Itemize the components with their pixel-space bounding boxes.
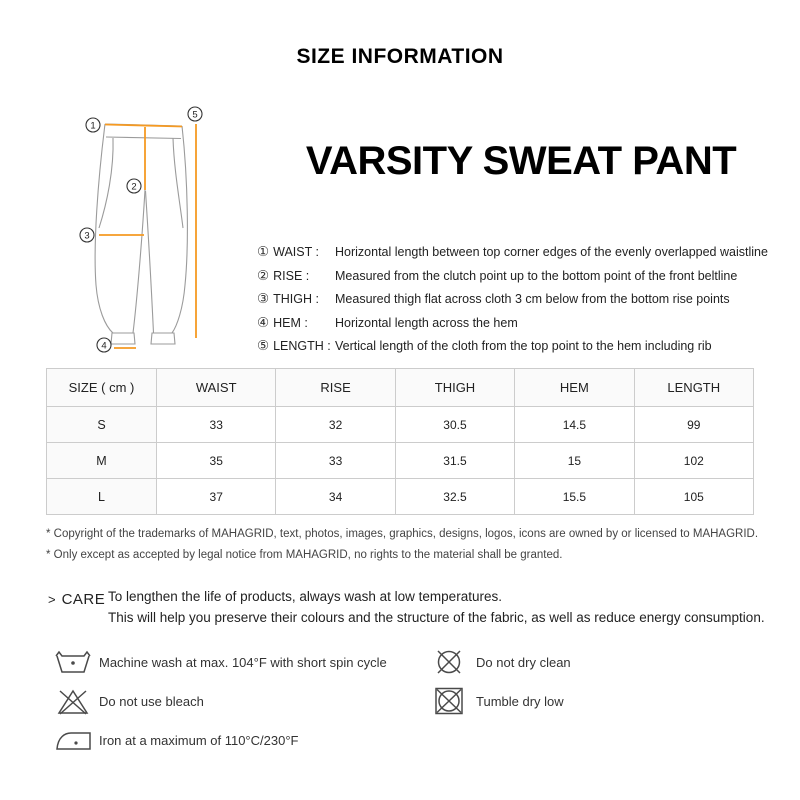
value-cell: 15.5: [515, 479, 634, 515]
table-row-l: [47, 479, 754, 515]
size-table-header-row: [47, 369, 754, 407]
value-cell: 37: [157, 479, 276, 515]
table-row-s: [47, 407, 754, 443]
value-cell: 15: [515, 443, 634, 479]
circled-number-icon: ⑤: [257, 338, 270, 353]
circled-number-icon: ①: [257, 244, 270, 259]
value-cell: 32.5: [395, 479, 514, 515]
size-cell: S: [47, 407, 157, 443]
measurement-note-length: [257, 338, 762, 354]
value-cell: 33: [276, 443, 395, 479]
care-item-label: Do not dry clean: [476, 654, 571, 670]
care-instructions-right: [432, 646, 571, 724]
measurement-note-waist: [257, 244, 768, 260]
marker-rise: [127, 179, 141, 193]
measure-label: LENGTH :: [273, 339, 331, 353]
value-cell: 102: [634, 443, 753, 479]
care-item-iron: [55, 724, 387, 756]
rights-line: * Only except as accepted by legal notice from MAHAGRID, no rights to the material shall be granted.: [46, 549, 563, 561]
circled-number-icon: ③: [257, 291, 270, 306]
measure-description: Vertical length of the cloth from the top point to the hem including rib: [335, 339, 712, 353]
measure-label: RISE :: [273, 268, 310, 283]
measurement-note-thigh: [257, 291, 762, 307]
iron-icon: [55, 727, 93, 753]
measure-label: WAIST :: [273, 245, 319, 259]
col-header-length: LENGTH: [634, 369, 753, 407]
svg-text:3: 3: [84, 230, 90, 242]
value-cell: 31.5: [395, 443, 514, 479]
legal-notes: [46, 528, 758, 570]
svg-text:1: 1: [90, 120, 96, 132]
product-title: VARSITY SWEAT PANT: [305, 139, 737, 183]
tumble-dry-low-icon: [432, 686, 470, 716]
value-cell: 35: [157, 443, 276, 479]
pants-outline: [95, 124, 187, 344]
care-item-label: Machine wash at max. 104°F with short spin cycle: [99, 654, 387, 670]
do-not-dry-clean-icon: [432, 647, 470, 677]
measure-description: Horizontal length between top corner edges of the evenly overlapped waistline: [335, 245, 768, 259]
care-item-label: Iron at a maximum of 110°C/230°F: [99, 732, 299, 748]
value-cell: 30.5: [395, 407, 514, 443]
machine-wash-icon: [55, 647, 93, 677]
col-header-hem: HEM: [515, 369, 634, 407]
size-cell: L: [47, 479, 157, 515]
marker-waist: [86, 118, 100, 132]
marker-length: [188, 107, 202, 121]
marker-hem: [97, 338, 111, 352]
chevron-right-icon: >: [48, 592, 56, 607]
measurement-notes: [257, 244, 768, 362]
circled-number-icon: ④: [257, 314, 270, 330]
copyright-line: * Copyright of the trademarks of MAHAGRID, text, photos, images, graphics, designs, logos, icons are owned by or licensed to MAHAGRID.: [46, 528, 759, 540]
col-header-size: SIZE ( cm ): [47, 369, 157, 407]
page-title: SIZE INFORMATION: [296, 45, 504, 68]
do-not-bleach-icon: [55, 686, 93, 716]
marker-thigh: [80, 228, 94, 242]
value-cell: 105: [634, 479, 753, 515]
pants-measurement-diagram: [60, 95, 220, 360]
measure-description: Measured from the clutch point up to the bottom point of the front beltline: [335, 268, 738, 283]
col-header-waist: WAIST: [157, 369, 276, 407]
care-label: CARE: [61, 591, 106, 608]
svg-text:4: 4: [101, 340, 107, 352]
care-text-line2: This will help you preserve their colours and the structure of the fabric, as well as reduce energy consumption.: [108, 610, 765, 625]
measurement-note-hem: [257, 315, 762, 331]
size-table: [46, 368, 754, 515]
size-cell: M: [47, 443, 157, 479]
value-cell: 34: [276, 479, 395, 515]
measure-label: HEM :: [273, 315, 308, 330]
care-heading: [48, 591, 105, 608]
value-cell: 14.5: [515, 407, 634, 443]
care-item-do-not-dry-clean: [432, 646, 571, 678]
value-cell: 33: [157, 407, 276, 443]
svg-text:2: 2: [131, 181, 137, 193]
table-row-m: [47, 443, 754, 479]
col-header-thigh: THIGH: [395, 369, 514, 407]
care-item-tumble-dry-low: [432, 685, 571, 717]
circled-number-icon: ②: [257, 267, 270, 283]
measure-label: THIGH :: [273, 292, 319, 306]
value-cell: 32: [276, 407, 395, 443]
measurement-note-rise: [257, 268, 762, 284]
care-item-do-not-bleach: [55, 685, 387, 717]
care-item-label: Tumble dry low: [476, 693, 564, 709]
care-item-machine-wash: [55, 646, 387, 678]
care-instructions-left: [55, 646, 387, 763]
value-cell: 99: [634, 407, 753, 443]
care-text-line1: To lengthen the life of products, always wash at low temperatures.: [108, 589, 502, 604]
sweat-pant-diagram-icon: [60, 95, 220, 360]
col-header-rise: RISE: [276, 369, 395, 407]
waist-measure-line: [105, 125, 182, 127]
svg-text:5: 5: [192, 109, 198, 121]
care-item-label: Do not use bleach: [99, 693, 204, 709]
care-description: [108, 586, 765, 628]
measure-description: Measured thigh flat across cloth 3 cm below from the bottom rise points: [335, 292, 730, 306]
measure-description: Horizontal length across the hem: [335, 315, 518, 330]
